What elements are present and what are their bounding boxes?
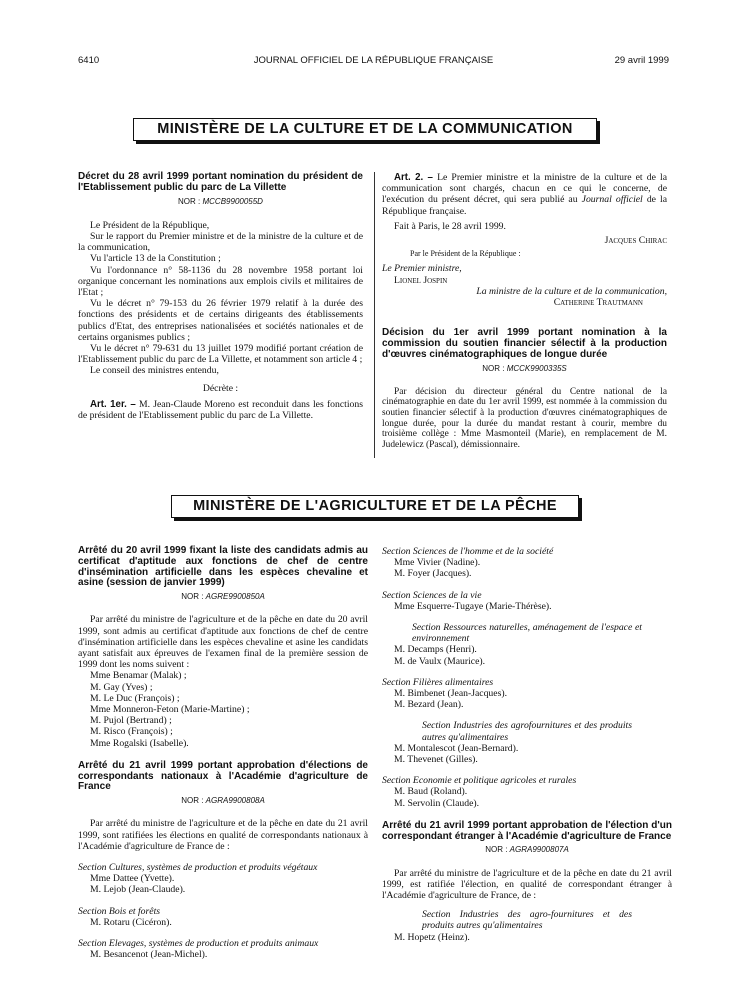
decret-para: Vu l'article 13 de la Constitution ; — [90, 253, 221, 265]
decret-para: Le conseil des ministres entendu, — [90, 365, 219, 377]
candidate-list — [78, 670, 368, 748]
section-title: Section Elevages, systèmes de production et produits animaux — [78, 938, 319, 950]
decision-text: Par décision du directeur général du Centre national de la cinématographie en date du 1er avril 1999, est nommée à la commission du soutien financier sélectif à la production d'œuvres cinématographiques de longue durée, pour la durée du mandat restant à courir, membre du troisième collège : Mme Masmonteil (Marie), en remplacement de M. Judelewicz (Pascal), démissionnaire. — [382, 386, 667, 450]
nor-label: NOR : — [181, 592, 204, 602]
journal-title: JOURNAL OFFICIEL DE LA RÉPUBLIQUE FRANÇAISE — [253, 55, 494, 66]
nor-label: NOR : — [482, 363, 505, 373]
article-1-text: M. Jean-Claude Moreno est reconduit dans les fonctions de président de l'Etablissement public du parc de La Villette. — [78, 398, 363, 422]
list-item: M. Risco (François) ; — [90, 726, 173, 738]
list-item: Mme Rogalski (Isabelle). — [90, 737, 189, 749]
list-item: Mme Vivier (Nadine). — [394, 557, 481, 569]
list-item: M. Lejob (Jean-Claude). — [90, 884, 186, 896]
agriculture-left-column — [78, 546, 368, 960]
minister-name: Catherine Trautmann — [553, 297, 643, 309]
nor-line — [78, 795, 368, 806]
article-1-label: Art. 1er. – — [90, 398, 136, 410]
section-title: Section Filières alimentaires — [382, 676, 494, 688]
nor-code: AGRE9900850A — [205, 592, 265, 602]
list-item: M. Le Duc (François) ; — [90, 692, 180, 704]
decret-title: Décret du 28 avril 1999 portant nomination du président de l'Etablissement public du parc de La Villette — [78, 171, 363, 193]
section-title: Section Sciences de l'homme et de la société — [382, 546, 554, 557]
arrete-3-text: Par arrêté du ministre de l'agriculture et de la pêche en date du 21 avril 1999, est ratifiée l'élection, en qualité de correspondant étranger à l'Académie d'agriculture de France, de : — [382, 867, 672, 902]
ministry-culture-label: MINISTÈRE DE LA CULTURE ET DE LA COMMUNICATION — [157, 121, 573, 137]
nor-code: AGRA9900807A — [509, 845, 569, 855]
decret-para: Vu le décret n° 79-153 du 26 février 1979 relatif à la durée des fonctions des présidents et de certains dirigeants des établissements publics d'Etat, des entreprises nationalisées et sociétés nationales et de certains organismes publics ; — [78, 298, 363, 343]
section-title: Section Ressources naturelles, aménagement de l'espace et environnement — [412, 622, 642, 645]
pm-title: Le Premier ministre, — [382, 263, 462, 275]
section-title: Section Industries des agrofournitures et des produits autres qu'alimentaires — [422, 720, 632, 743]
list-item: Mme Esquerre-Tugaye (Marie-Thérèse). — [394, 600, 552, 612]
arrete-1-text: Par arrêté du ministre de l'agriculture et de la pêche en date du 20 avril 1999, sont admis au certificat d'aptitude aux fonctions de chef de centre d'insémination artificielle dans les espèces chevaline et asine les candidats ayant satisfait aux épreuves de l'examen final de la première session de 1999 dont les noms suivent : — [78, 614, 368, 671]
article-1 — [78, 399, 363, 421]
nor-code: MCCK9900335S — [506, 363, 567, 373]
nor-code: AGRA9900808A — [205, 796, 265, 806]
column-divider — [374, 172, 375, 458]
decret-para: Vu le décret n° 79-631 du 13 juillet 1979 modifié portant création de l'Etablissement public du parc de La Villette, et notamment son article 4 ; — [78, 343, 363, 366]
list-item: M. Bimbenet (Jean-Jacques). — [394, 688, 507, 700]
nor-line — [382, 363, 667, 374]
article-2-label: Art. 2. – — [394, 172, 433, 183]
culture-left-column — [78, 172, 363, 421]
pm-name: Lionel Jospin — [394, 274, 448, 286]
journal-officiel: Journal officiel — [581, 194, 643, 206]
culture-right-column — [382, 172, 667, 450]
section-title: Section Industries des agro-fournitures et des produits autres qu'alimentaires — [422, 909, 632, 932]
nor-line — [382, 844, 672, 855]
decrete-line: Décrète : — [202, 382, 239, 394]
nor-line — [78, 196, 363, 207]
arrete-2-title: Arrêté du 21 avril 1999 portant approbation d'élections de correspondants nationaux à l'Académie d'agriculture de France — [78, 759, 368, 793]
list-item: M. Hopetz (Heinz). — [394, 931, 470, 943]
article-2-end: de la République française. — [382, 194, 668, 217]
list-item: M. de Vaulx (Maurice). — [394, 655, 486, 667]
list-item: Mme Dattee (Yvette). — [90, 873, 175, 885]
minister-title: La ministre de la culture et de la communication, — [476, 285, 667, 297]
signer-president: Jacques Chirac — [604, 235, 667, 247]
section-title: Section Sciences de la vie — [382, 589, 482, 601]
nor-line — [78, 591, 368, 602]
ministry-culture-heading — [133, 118, 597, 141]
nor-code: MCCB9900055D — [202, 196, 263, 206]
page-header — [78, 55, 669, 71]
list-item: M. Gay (Yves) ; — [90, 681, 153, 693]
nor-label: NOR : — [181, 796, 204, 806]
list-item: M. Besancenot (Jean-Michel). — [90, 949, 208, 961]
section-title: Section Bois et forêts — [78, 905, 161, 917]
list-item: M. Thevenet (Gilles). — [394, 754, 478, 766]
page-number: 6410 — [78, 55, 100, 66]
list-item: M. Baud (Roland). — [394, 786, 468, 798]
fait-line: Fait à Paris, le 28 avril 1999. — [394, 220, 506, 232]
section-title: Section Economie et politique agricoles et rurales — [382, 775, 577, 787]
list-item: M. Servolin (Claude). — [394, 797, 480, 809]
list-item: M. Foyer (Jacques). — [394, 568, 472, 580]
decret-para: Sur le rapport du Premier ministre et de la ministre de la culture et de la communication, — [78, 231, 363, 254]
ministry-agriculture-heading — [171, 495, 579, 518]
arrete-2-text: Par arrêté du ministre de l'agriculture et de la pêche en date du 21 avril 1999, sont ratifiées les élections en qualité de correspondants nationaux à l'Académie d'agriculture de France de : — [78, 818, 368, 852]
list-item: Mme Benamar (Malak) ; — [90, 670, 187, 682]
list-item: Mme Monneron-Feton (Marie-Martine) ; — [90, 704, 250, 716]
article-2 — [382, 172, 667, 217]
par-president: Par le Président de la République : — [410, 249, 521, 259]
article-2-text: Le Premier ministre et la ministre de la culture et de la communication sont chargés, chacun en ce qui le concerne, de l'exécution du présent décret, qui sera publié au — [382, 172, 668, 206]
decision-title: Décision du 1er avril 1999 portant nomination à la commission du soutien financier sélectif à la production d'œuvres cinématographiques de longue durée — [382, 327, 667, 360]
list-item: M. Rotaru (Cicéron). — [90, 916, 172, 928]
nor-label: NOR : — [178, 196, 201, 206]
decret-para: Le Président de la République, — [90, 219, 210, 231]
list-item: M. Decamps (Henri). — [394, 644, 477, 656]
arrete-3-title: Arrêté du 21 avril 1999 portant approbation de l'élection d'un correspondant étranger à l'Académie d'agriculture de France — [382, 819, 672, 842]
agriculture-right-column — [382, 546, 672, 943]
list-item: M. Pujol (Bertrand) ; — [90, 715, 172, 727]
arrete-1-title: Arrêté du 20 avril 1999 fixant la liste des candidats admis au certificat d'aptitude aux fonctions de chef de centre d'insémination artificielle dans les espèces chevaline et asine (session de janvier 1999) — [78, 545, 368, 589]
ministry-agriculture-label: MINISTÈRE DE L'AGRICULTURE ET DE LA PÊCHE — [193, 498, 557, 514]
section-title: Section Cultures, systèmes de production et produits végétaux — [78, 862, 318, 874]
decret-para: Vu l'ordonnance n° 58-1136 du 28 novembre 1958 portant loi organique concernant les nominations aux emplois civils et militaires de l'Etat ; — [78, 264, 363, 299]
issue-date: 29 avril 1999 — [614, 55, 669, 66]
list-item: M. Montalescot (Jean-Bernard). — [394, 742, 519, 754]
list-item: M. Bezard (Jean). — [394, 699, 464, 711]
nor-label: NOR : — [485, 845, 508, 855]
